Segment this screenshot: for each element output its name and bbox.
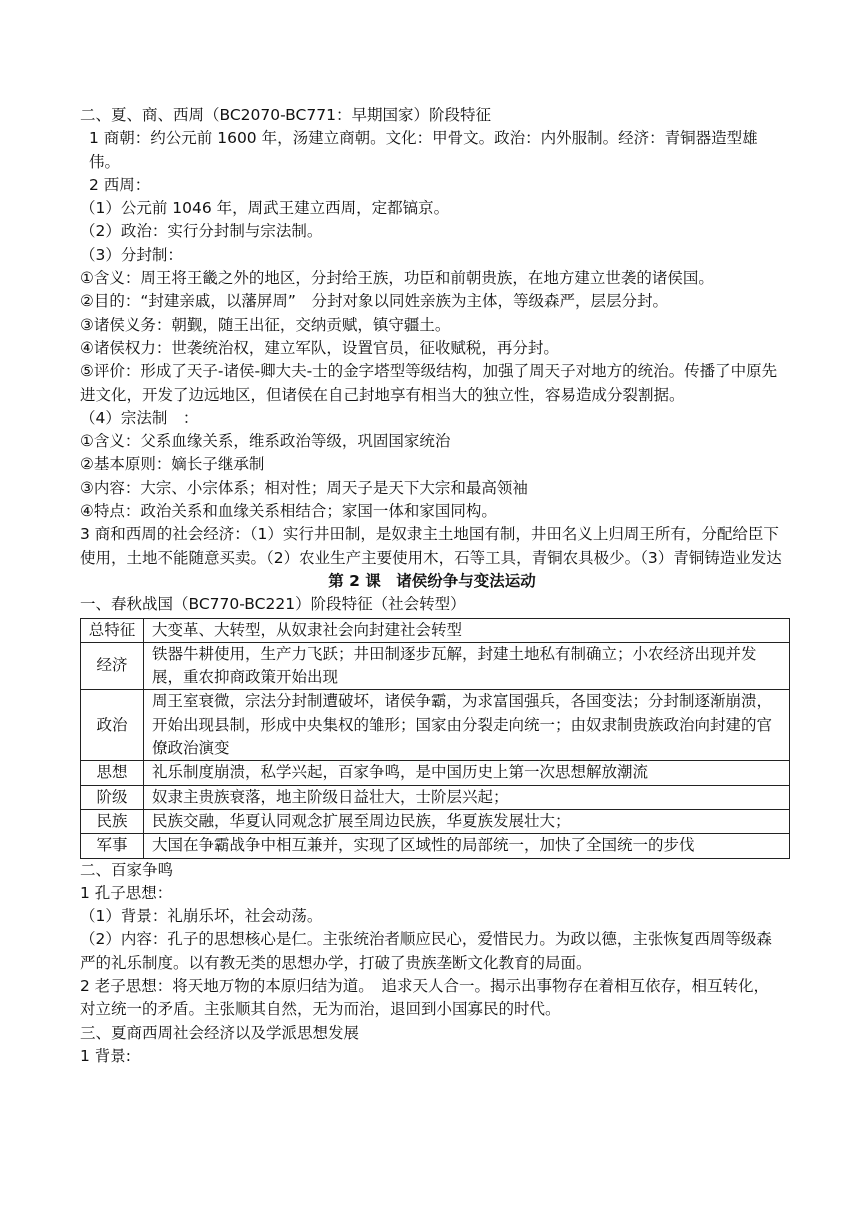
paragraph: （2）政治：实行分封制与宗法制。 xyxy=(80,222,323,241)
paragraph: （2）内容：孔子的思想核心是仁。主张统治者顺应民心，爱惜民力。为政以德，主张恢复西周等级森严的礼乐制度。以有教无类的思想办学，打破了贵族垄断文化教育的局面。 xyxy=(80,930,772,972)
section-heading: 三、夏商西周社会经济以及学派思想发展 xyxy=(80,1023,360,1042)
list-item: ①含义：父系血缘关系，维系政治等级，巩固国家统治 xyxy=(80,432,451,451)
list-item: ②基本原则：嫡长子继承制 xyxy=(80,455,265,474)
table-row xyxy=(81,690,790,761)
list-item: ①含义：周王将王畿之外的地区，分封给王族，功臣和前朝贵族，在地方建立世袭的诸侯国。 xyxy=(80,269,714,288)
table-cell-value: 礼乐制度崩溃，私学兴起，百家争鸣，是中国历史上第一次思想解放潮流 xyxy=(144,761,790,785)
table-cell-value: 民族交融，华夏认同观念扩展至周边民族，华夏族发展壮大； xyxy=(144,809,790,833)
table-cell-key: 阶级 xyxy=(81,785,144,809)
paragraph-laozi: 2 老子思想：将天地万物的本原归结为道。 追求天人合一。揭示出事物存在着相互依存，相互转化，对立统一的矛盾。主张顺其自然，无为而治，退回到小国寡民的时代。 xyxy=(80,976,770,1019)
paragraph-kongzi-title: 1 孔子思想： xyxy=(80,883,173,902)
paragraph-shang: 1 商朝：约公元前 1600 年，汤建立商朝。文化：甲骨文。政治：内外服制。经济：青铜器造型雄伟。 xyxy=(89,129,758,171)
table-row xyxy=(81,785,790,809)
table-cell-key: 民族 xyxy=(81,809,144,833)
list-item: ③内容：大宗、小宗体系；相对性；周天子是天下大宗和最高领袖 xyxy=(80,478,528,497)
table-cell-value: 大变革、大转型，从奴隶社会向封建社会转型 xyxy=(144,618,790,642)
features-table xyxy=(80,618,790,859)
list-item: ④诸侯权力：世袭统治权，建立军队，设置官员，征收赋税，再分封。 xyxy=(80,338,559,357)
paragraph: （1）公元前 1046 年，周武王建立西周，定都镐京。 xyxy=(80,199,450,218)
paragraph-xizhou-title: 2 西周： xyxy=(89,175,151,194)
table-cell-key: 思想 xyxy=(81,761,144,785)
lesson-title: 第 2 课 诸侯纷争与变法运动 xyxy=(328,571,536,590)
table-cell-key: 总特征 xyxy=(81,618,144,642)
paragraph-economy: 3 商和西周的社会经济：（1）实行井田制，是奴隶主土地国有制，井田名义上归周王所有，分配给臣下使用，土地不能随意买卖。（2）农业生产主要使用木，石等工具，青铜农具极少。（3）青铜铸造业发达 xyxy=(80,525,782,567)
table-cell-value: 周王室衰微，宗法分封制遭破坏，诸侯争霸，为求富国强兵，各国变法；分封制逐渐崩溃，开始出现县制，形成中央集权的雏形；国家由分裂走向统一；由奴隶制贵族政治向封建的官僚政治演变 xyxy=(144,690,790,761)
table-row xyxy=(81,642,790,690)
paragraph: 1 背景: xyxy=(80,1046,132,1065)
table-cell-key: 军事 xyxy=(81,834,144,858)
list-item: ⑤评价：形成了天子-诸侯-卿大夫-士的金字塔型等级结构，加强了周天子对地方的统治。传播了中原先进文化，开发了边远地区，但诸侯在自己封地享有相当大的独立性，容易造成分裂割据。 xyxy=(80,362,778,404)
document-body xyxy=(80,104,784,1068)
table-row xyxy=(81,809,790,833)
table-cell-key: 经济 xyxy=(81,642,144,690)
table-row xyxy=(81,761,790,785)
list-item: ④特点：政治关系和血缘关系相结合；家国一体和家国同构。 xyxy=(80,502,497,521)
list-item: ②目的：“封建亲戚，以藩屏周” 分封对象以同姓亲族为主体，等级森严，层层分封。 xyxy=(80,292,668,311)
table-cell-value: 大国在争霸战争中相互兼并，实现了区域性的局部统一，加快了全国统一的步伐 xyxy=(144,834,790,858)
paragraph: （3）分封制： xyxy=(80,245,183,264)
paragraph: （4）宗法制 ： xyxy=(80,408,199,427)
table-row xyxy=(81,834,790,858)
table-cell-value: 铁器牛耕使用，生产力飞跃；井田制逐步瓦解，封建土地私有制确立；小农经济出现并发展，重农抑商政策开始出现 xyxy=(144,642,790,690)
section-heading: 一、春秋战国（BC770-BC221）阶段特征（社会转型） xyxy=(80,595,466,614)
section-heading: 二、百家争鸣 xyxy=(80,860,174,879)
list-item: ③诸侯义务：朝觐，随王出征，交纳贡赋，镇守疆土。 xyxy=(80,315,451,334)
section-heading: 二、夏、商、西周（BC2070-BC771：早期国家）阶段特征 xyxy=(80,106,491,124)
table-cell-value: 奴隶主贵族衰落，地主阶级日益壮大，士阶层兴起； xyxy=(144,785,790,809)
paragraph: （1）背景：礼崩乐坏，社会动荡。 xyxy=(80,907,323,926)
table-cell-key: 政治 xyxy=(81,690,144,761)
table-row xyxy=(81,618,790,642)
